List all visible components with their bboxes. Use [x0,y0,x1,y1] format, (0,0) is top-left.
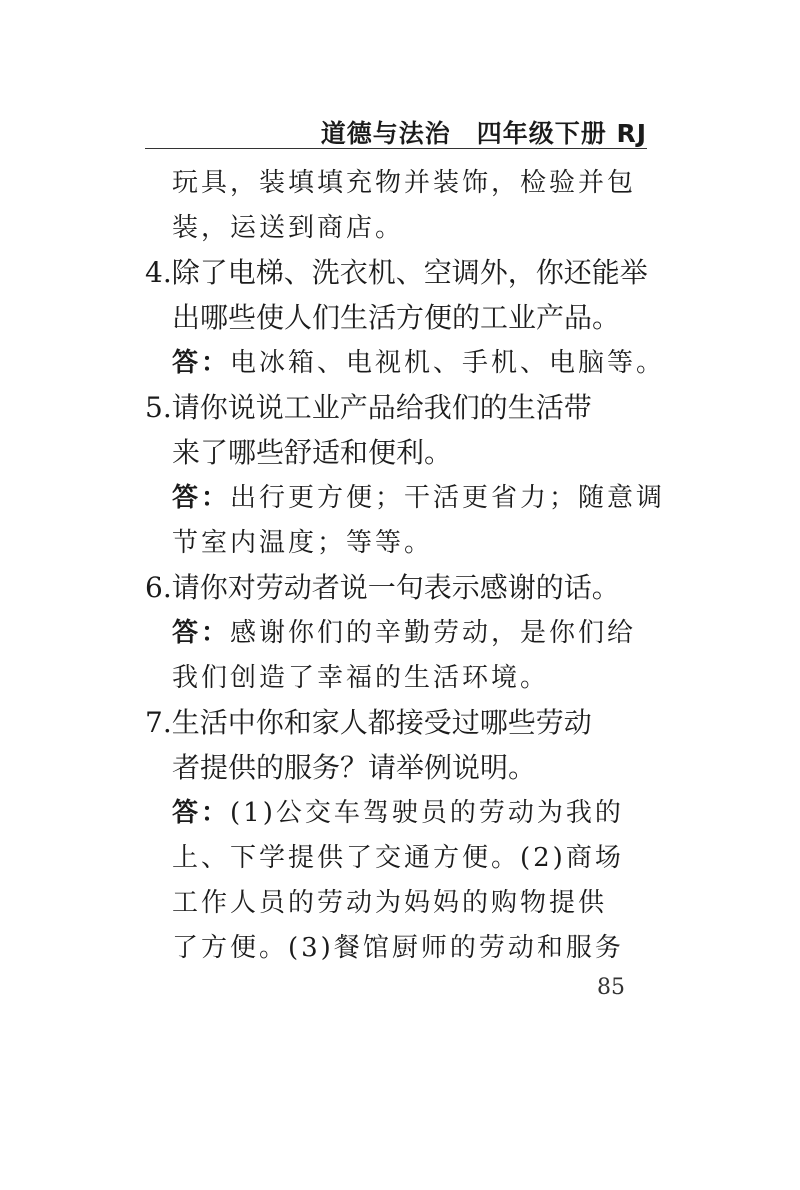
header-title: 道德与法治 四年级下册 RJ [320,119,647,148]
text-line: 节室内温度；等等。 [172,528,434,558]
text-line: 来了哪些舒适和便利。 [172,436,453,469]
answer-line [172,478,665,518]
text-line: 出哪些使人们生活方便的工业产品。 [172,301,621,334]
question-4-line: 4.除了电梯、洗衣机、空调外，你还能举 [145,256,648,289]
text-line: 了方便。(3)餐馆厨师的劳动和服务 [172,933,624,963]
answer-line [172,613,636,653]
text-line: 工作人员的劳动为妈妈的购物提供 [172,888,608,918]
answer-label: 答： [172,618,231,648]
answer-label: 答： [172,483,231,513]
page-number: 85 [597,975,625,1000]
answer-text: 电冰箱、电视机、手机、电脑等。 [230,348,666,378]
answer-line [172,793,624,833]
answer-line [172,343,665,383]
answer-text: 感谢你们的辛勤劳动，是你们给 [230,618,637,648]
answer-label: 答： [172,348,231,378]
text-line: 玩具，装填填充物并装饰，检验并包 [172,168,637,198]
answer-text: (1)公交车驾驶员的劳动为我的 [230,798,624,828]
question-7-line: 7.生活中你和家人都接受过哪些劳动 [145,706,592,739]
answer-text: 出行更方便；干活更省力；随意调 [230,483,666,513]
question-5-line: 5.请你说说工业产品给我们的生活带 [145,391,592,424]
text-line: 装，运送到商店。 [172,213,405,243]
question-6-line: 6.请你对劳动者说一句表示感谢的话。 [145,571,620,604]
text-line: 者提供的服务？请举例说明。 [172,751,537,784]
text-line: 上、下学提供了交通方便。(2)商场 [172,843,624,873]
text-line: 我们创造了幸福的生活环境。 [172,663,550,693]
answer-label: 答： [172,798,231,828]
